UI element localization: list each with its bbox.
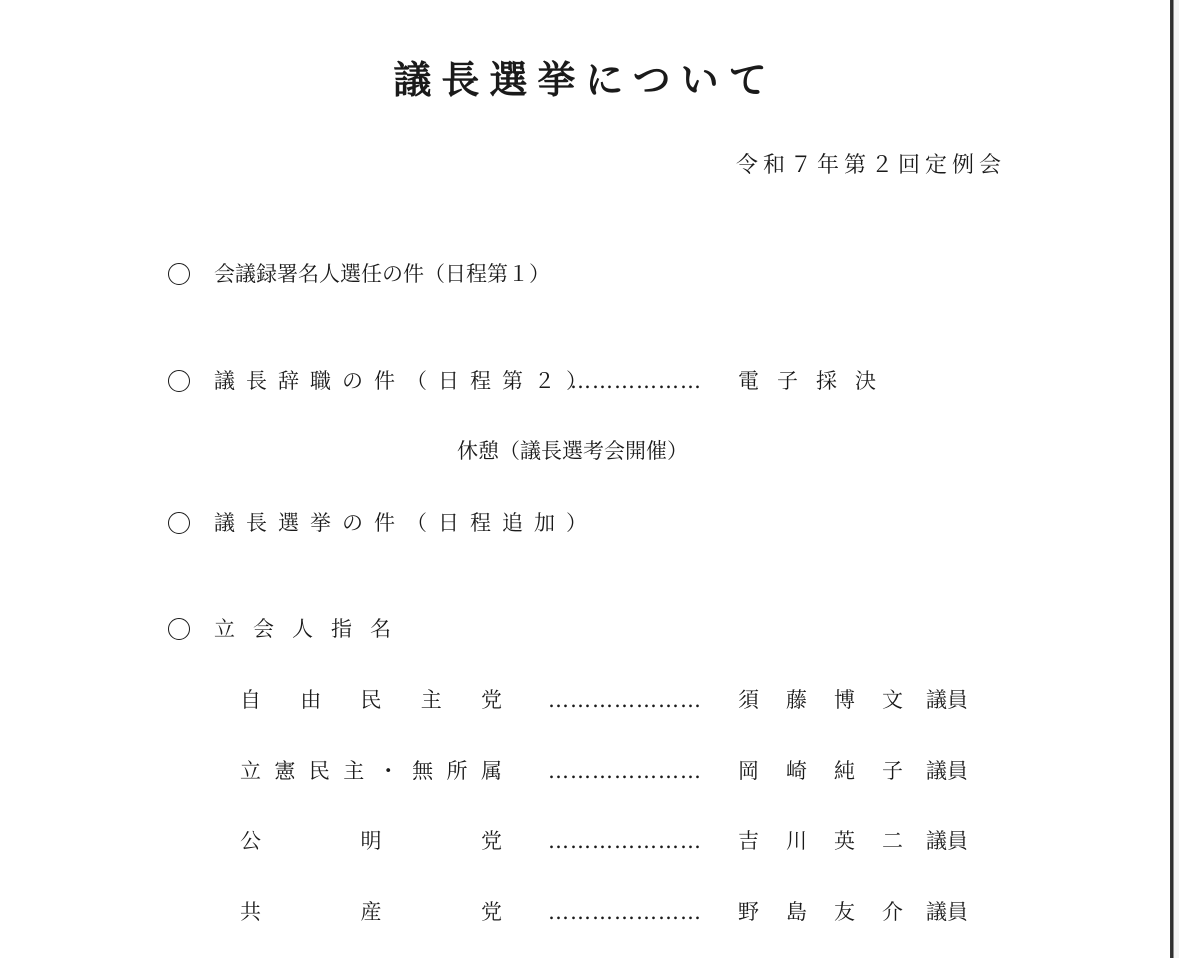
witness-suffix: 議員 xyxy=(926,829,968,853)
agenda-item-text: 議長選挙の件（日程追加） xyxy=(214,511,598,535)
session-label: 令和７年第２回定例会 xyxy=(735,153,1006,178)
agenda-item-text: 会議録署名人選任の件（日程第１） xyxy=(214,262,550,286)
witness-member-name: 野島友介 xyxy=(738,900,930,924)
agenda-item-2 xyxy=(168,365,598,397)
dot-leader: ………………… xyxy=(548,688,702,712)
witness-member-name: 須藤博文 xyxy=(738,688,930,712)
witness-party: 公 明 党 xyxy=(240,829,502,853)
circle-bullet-icon xyxy=(168,618,190,640)
witness-member-name: 吉川英二 xyxy=(738,829,930,853)
dot-leader: ………………… xyxy=(548,829,702,853)
agenda-item-1 xyxy=(168,258,550,290)
witness-party: 立 憲 民 主 ・ 無 所 属 xyxy=(240,759,502,783)
witness-party: 自 由 民 主 党 xyxy=(240,688,502,712)
circle-bullet-icon xyxy=(168,370,190,392)
circle-bullet-icon xyxy=(168,263,190,285)
agenda-item-text: 立会人指名 xyxy=(214,617,409,641)
dot-leader: ………………… xyxy=(548,759,702,783)
recess-note: 休憩（議長選考会開催） xyxy=(457,439,688,463)
dot-leader: ……………… xyxy=(570,369,702,393)
agenda-item-4 xyxy=(168,613,409,645)
witness-party: 共 産 党 xyxy=(240,900,502,924)
voting-method: 電子採決 xyxy=(738,369,894,393)
document-title: 議長選挙について xyxy=(393,57,777,102)
witness-suffix: 議員 xyxy=(926,759,968,783)
agenda-item-3 xyxy=(168,507,598,539)
circle-bullet-icon xyxy=(168,512,190,534)
page-edge xyxy=(1170,0,1179,958)
witness-suffix: 議員 xyxy=(926,900,968,924)
agenda-item-text: 議長辞職の件（日程第２） xyxy=(214,369,598,393)
witness-member-name: 岡崎純子 xyxy=(738,759,930,783)
dot-leader: ………………… xyxy=(548,900,702,924)
witness-suffix: 議員 xyxy=(926,688,968,712)
